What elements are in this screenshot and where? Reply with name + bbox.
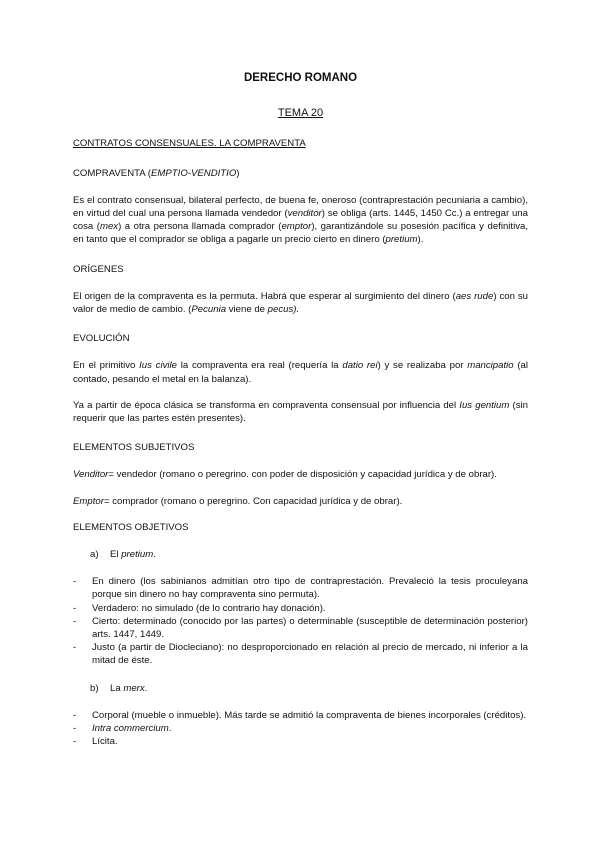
document-title: DERECHO ROMANO (243, 72, 358, 84)
document-page (73, 72, 528, 749)
document-subtitle: TEMA 20 (277, 107, 324, 120)
list-item: - En dinero (los sabinianos admitían otro tipo de contraprestación. Prevaleció la tesis proculeyana porque sin dinero no hay compraventa sino permuta). (73, 576, 528, 601)
objetivos-heading: ELEMENTOS OBJETIVOS (73, 521, 189, 533)
list-item-merx: b) La merx. (90, 682, 148, 694)
list-item: - Cierto: determinado (conocido por las partes) o determinable (susceptible de determinación posterior) arts. 1447, 1449. (73, 615, 528, 641)
list-item: - Corporal (mueble o inmueble). Más tarde se admitió la compraventa de bienes incorporales (créditos). (73, 709, 527, 721)
venditor-line: Venditor= vendedor (romano o peregrino. con poder de disposición y capacidad jurídica y de obrar). (73, 469, 497, 481)
evolucion-paragraph-1: En el primitivo Ius civile la compraventa era real (requería la datio rei) y se realizaba por mancipatio (al contado, pesando el metal en la balanza). (73, 360, 529, 385)
origenes-heading: ORÍGENES (73, 263, 124, 275)
list-item: - Verdadero: no simulado (de lo contrario hay donación). (73, 602, 326, 614)
list-item: - Justo (a partir de Diocleciano): no desproporcionado en relación al precio de mercado, ni inferior a la mitad de éste. (73, 642, 528, 667)
definition-paragraph: Es el contrato consensual, bilateral perfecto, de buena fe, oneroso (contraprestación pecuniaria a cambio), en virtud del cual una persona llamada vendedor (venditor) se obliga (arts. 1445, 1450 Cc.) a entregar una cosa (mex) a otra persona llamada comprador (emptor), garantizándole su posesión pacífica y definitiva, en tanto que el comprador se obliga a pagarle un precio cierto en dinero (pretium). (73, 194, 529, 246)
compraventa-heading: COMPRAVENTA (EMPTIO-VENDITIO) (73, 167, 240, 179)
section-heading: CONTRATOS CONSENSUALES. LA COMPRAVENTA (73, 138, 306, 150)
emptor-line: Emptor= comprador (romano o peregrino. Con capacidad jurídica y de obrar). (73, 495, 403, 507)
list-item: - Intra commercium. (73, 723, 172, 735)
list-marker: b) (90, 682, 99, 694)
evolucion-heading: EVOLUCIÓN (73, 333, 130, 345)
list-item-pretium: a) El pretium. (90, 549, 156, 561)
list-item: - Lícita. (73, 736, 118, 748)
pretium-sublist (73, 575, 528, 667)
origenes-paragraph: El origen de la compraventa es la permuta. Habrá que esperar al surgimiento del dinero (aes rude) con su valor de medio de cambio. (Pecunia viene de pecus). (73, 290, 528, 316)
list-marker: a) (90, 549, 99, 561)
merx-sublist (73, 709, 528, 749)
subjetivos-heading: ELEMENTOS SUBJETIVOS (73, 442, 195, 454)
evolucion-paragraph-2: Ya a partir de época clásica se transforma en compraventa consensual por influencia del Ius gentium (sin requerir que las partes estén presentes). (73, 399, 528, 425)
